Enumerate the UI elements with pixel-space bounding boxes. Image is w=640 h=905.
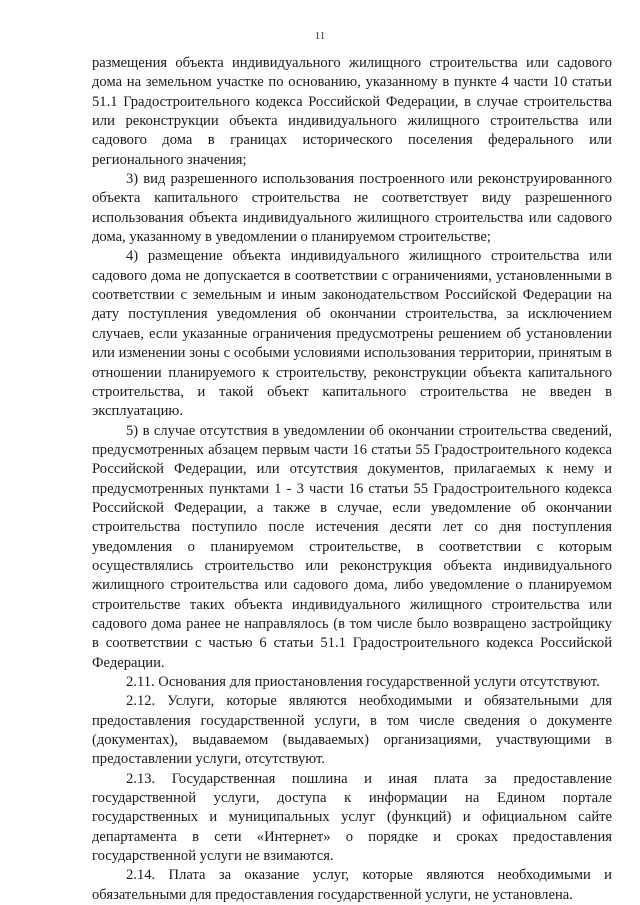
paragraph-2-13: 2.13. Государственная пошлина и иная плата за предоставление государственной услуги, доступа к информации на Едином портале государственных и муниципальных услуг (функций) и официальном сайте департамента в сети «Интернет» о порядке и сроках предоставления государственной услуги не взимаются.	[92, 770, 612, 865]
page-number: 11	[314, 30, 326, 42]
paragraph-continuation: размещения объекта индивидуального жилищного строительства или садового дома на земельном участке по основанию, указанному в пункте 4 части 10 статьи 51.1 Градостроительного кодекса Российской Федерации, в случае строительства или реконструкции объекта индивидуального жилищного строительства или садового дома в границах исторического поселения федерального или регионального значения;	[92, 55, 612, 168]
paragraph-item-4: 4) размещение объекта индивидуального жилищного строительства или садового дома не допускается в соответствии с ограничениями, установленными в соответствии с земельным и иным законодательством Российской Федерации на дату поступления уведомления об окончании строительства, за исключением случаев, если указанные ограничения предусмотрены решением об установлении или изменении зоны с особыми условиями использования территории, принятым в отношении планируемого к строительству, реконструкции объекта капитального строительства, и такой объект капитального строительства не введен в эксплуатацию.	[92, 248, 612, 420]
paragraph-item-3: 3) вид разрешенного использования построенного или реконструированного объекта капитального строительства не соответствует виду разрешенного использования объекта индивидуального жилищного строительства или садового дома, указанному в уведомлении о планируемом строительстве;	[92, 171, 612, 246]
paragraph-2-12: 2.12. Услуги, которые являются необходимыми и обязательными для предоставления государственной услуги, в том числе сведения о документе (документах), выдаваемом (выдаваемых) организациями, участвующими в предоставлении услуги, отсутствуют.	[92, 693, 612, 768]
paragraph-item-5: 5) в случае отсутствия в уведомлении об окончании строительства сведений, предусмотренных абзацем первым части 16 статьи 55 Градостроительного кодекса Российской Федерации, или отсутствия документов, прилагаемых к нему и предусмотренных пунктами 1 - 3 части 16 статьи 55 Градостроительного кодекса Российской Федерации, а также в случае, если уведомление об окончании строительства поступило после истечения десяти лет со дня поступления уведомления о планируемом строительстве, в соответствии с которым осуществлялись строительство или реконструкция объекта индивидуального жилищного строительства или садового дома, либо уведомление о планируемом строительстве таких объекта индивидуального жилищного строительства или садового дома ранее не направлялось (в том числе было возвращено застройщику в соответствии с частью 6 статьи 51.1 Градостроительного кодекса Российской Федерации.	[92, 422, 612, 671]
paragraph-2-11: 2.11. Основания для приостановления государственной услуги отсутствуют.	[126, 674, 600, 690]
document-body	[92, 54, 612, 905]
paragraph-2-14: 2.14. Плата за оказание услуг, которые являются необходимыми и обязательными для предоставления государственной услуги, не установлена.	[92, 867, 612, 903]
